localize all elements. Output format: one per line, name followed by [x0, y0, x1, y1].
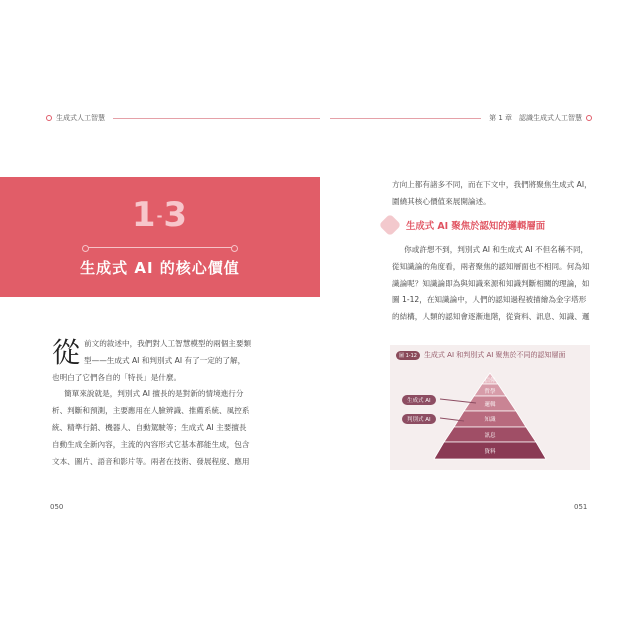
section-number	[0, 195, 320, 235]
subsection-heading-text: 生成式 AI 聚焦於認知的邏輯層面	[406, 221, 546, 232]
level-label-knowledge: 知識	[484, 417, 496, 423]
header-dot-icon	[586, 115, 592, 121]
left-running-title: 生成式人工智慧	[56, 114, 105, 122]
left-body-text	[52, 336, 252, 470]
figure-1-12	[390, 345, 590, 470]
section-number-dash: -	[156, 208, 164, 225]
banner-divider	[88, 247, 232, 248]
gen-ai-tag: 生成式 AI	[402, 395, 436, 405]
left-running-header	[46, 108, 320, 128]
section-title: 生成式 AI 的核心價值	[80, 259, 240, 277]
section-banner	[0, 177, 320, 297]
subsection-heading	[382, 215, 582, 235]
right-page-number: 051	[574, 503, 588, 511]
disc-ai-tag: 判別式 AI	[402, 414, 436, 424]
figure-title: 生成式 AI 和判別式 AI 聚焦於不同的認知層面	[423, 351, 566, 359]
heading-marker-icon	[379, 214, 402, 237]
level-label-faith: 信仰	[484, 378, 496, 384]
figure-tag: 圖 1-12	[396, 351, 420, 360]
section-number-minor: 3	[163, 195, 189, 235]
left-paragraph-1-text: 前文的敘述中，我們對人工智慧模型的兩個主要類型——生成式 AI 和判別式 AI 有了一定的了解，也明白了它們各自的「特長」是什麼。	[52, 339, 252, 382]
level-label-information: 訊息	[484, 433, 496, 439]
header-rule	[330, 118, 481, 119]
right-running-title: 第 1 章 認識生成式人工智慧	[489, 114, 582, 122]
level-label-logic: 邏輯	[484, 402, 496, 408]
level-label-data: 資料	[484, 449, 496, 455]
right-running-header	[330, 108, 592, 128]
right-body-paragraph: 你或許想不到，判別式 AI 和生成式 AI 不但名稱不同，從知識論的角度看，兩者聚焦的認知層面也不相同。何為知識論呢？知識論即為與知識來源和知識判斷相關的理論，如圖 1-12，在知識論中，人們的認知過程被描繪為金字塔形的結構，人類的認知會逐漸進階，從資料、訊息、知識、邏	[392, 245, 590, 322]
left-page-number: 050	[50, 503, 64, 511]
header-dot-icon	[46, 115, 52, 121]
header-rule	[113, 118, 320, 119]
drop-cap: 從	[52, 336, 81, 369]
section-number-major: 1	[131, 195, 157, 235]
level-label-philosophy: 哲學	[484, 389, 496, 395]
left-paragraph-1	[52, 336, 252, 386]
left-paragraph-2: 簡單來說就是，判別式 AI 擅長的是對新的情境進行分析、判斷和預測，主要應用在人臉辨識、推薦系統、風控系統、精準行銷、機器人、自動駕駛等；生成式 AI 主要擅長自動生成全新內容，主流的內容形式它基本都能生成，包含文本、圖片、語音和影片等。兩者在技術、發展程度、應用	[52, 389, 250, 466]
right-top-paragraph: 方向上都有諸多不同，而在下文中，我們將聚焦生成式 AI，圍繞其核心價值來展開論述。	[392, 180, 592, 206]
